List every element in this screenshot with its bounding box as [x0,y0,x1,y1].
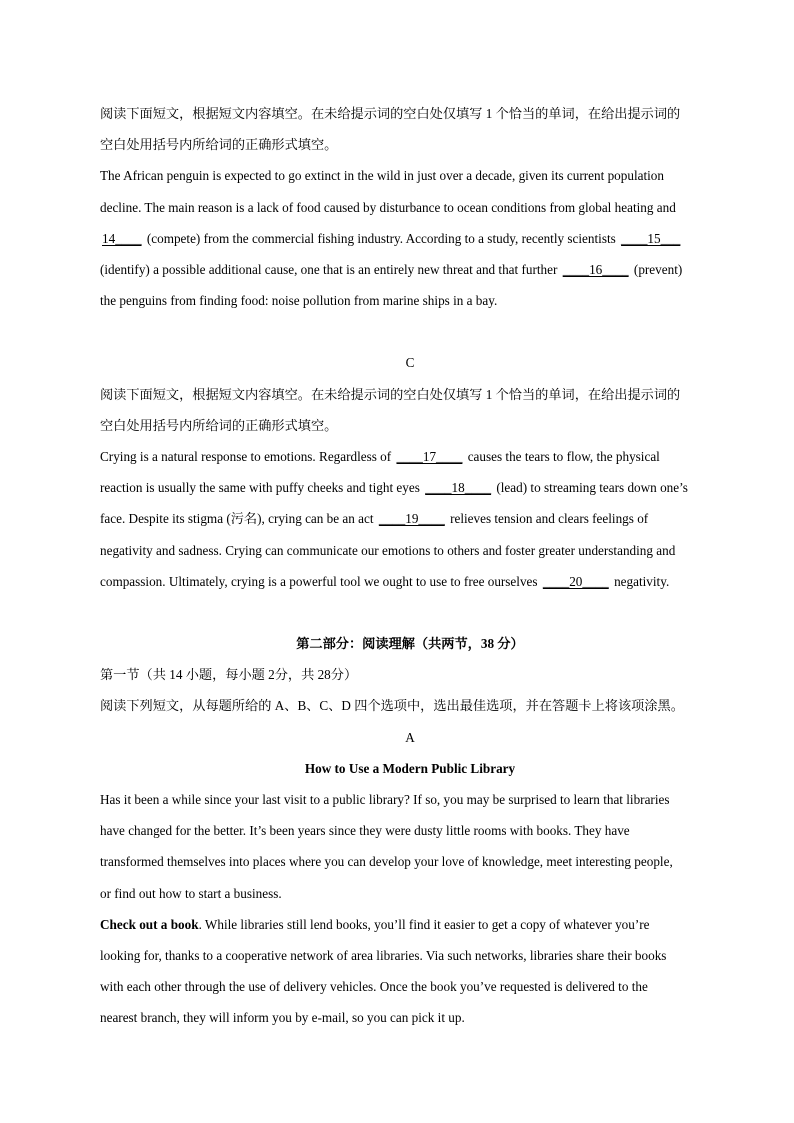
passage-c-text: Crying is a natural response to emotions. Regardless of [100,449,395,465]
instructions-line-2: 空白处用括号内所给词的正确形式填空。 [100,137,338,153]
blank-20: ____20____ [542,573,609,589]
passage-c-text: causes the tears to flow, the physical [464,449,660,465]
spacer [100,597,720,628]
passage-b-line-2: decline. The main reason is a lack of food caused by disturbance to ocean conditions from global heating and [100,199,676,215]
para2-text: . While libraries still lend books, you’ll find it easier to get a copy of whatever you’re [198,916,650,932]
passage-a-para1-line-3: transformed themselves into places where you can develop your love of knowledge, meet interesting people, [100,854,673,870]
blank-17: ____17____ [396,449,463,465]
passage-c-text: negativity. [610,573,670,589]
passage-b-line-1: The African penguin is expected to go extinct in the wild in just over a decade, given its current population [100,168,664,184]
passage-c-text: relieves tension and clears feelings of [446,511,649,527]
passage-a-letter: A [405,729,415,745]
passage-c-text: reaction is usually the same with puffy cheeks and tight eyes [100,480,424,496]
section-1-heading: 第一节（共 14 小题，每小题 2分，共 28分） [100,667,358,683]
passage-c-line-2 [100,472,720,503]
passage-c-line-1 [100,441,720,472]
passage-a-para1-line-1: Has it been a while since your last visit to a public library? If so, you may be surprised to learn that libraries [100,792,670,808]
section-c-heading: C [405,355,415,371]
instructions-line-1: 阅读下面短文，根据短文内容填空。在未给提示词的空白处仅填写 1 个恰当的单词，在给出提示词的 [100,106,681,121]
passage-b-line-4 [100,254,720,285]
passage-a-para2-line-3: with each other through the use of delivery vehicles. Once the book you’ve requested is delivered to the [100,979,648,995]
blank-19: ____19____ [378,511,445,527]
blank-15: ____15___ [621,230,681,246]
passage-b-line-3 [100,223,720,254]
passage-a-title: How to Use a Modern Public Library [304,760,516,776]
passage-b-text: (identify) a possible additional cause, one that is an entirely new threat and that further [100,262,561,278]
blank-18: ____18____ [425,480,492,496]
passage-c-line-3 [100,503,720,534]
passage-a-para1-line-2: have changed for the better. It’s been years since they were dusty little rooms with books. They have [100,823,630,839]
part-2-instructions: 阅读下列短文，从每题所给的 A、B、C、D 四个选项中，选出最佳选项，并在答题卡上将该项涂黑。 [100,698,684,714]
section-c-instructions-1: 阅读下面短文，根据短文内容填空。在未给提示词的空白处仅填写 1 个恰当的单词，在给出提示词的 [100,386,681,402]
passage-c-text: compassion. Ultimately, crying is a powerful tool we ought to use to free ourselves [100,573,541,589]
passage-b-text: (compete) from the commercial fishing industry. According to a study, recently scientists [143,230,620,246]
section-c-instructions-2: 空白处用括号内所给词的正确形式填空。 [100,417,338,433]
passage-c-text: face. Despite its stigma (污名), crying can be an act [100,511,377,527]
passage-a-para2-line-2: looking for, thanks to a cooperative network of area libraries. Via such networks, libraries share their books [100,948,667,964]
blank-16: ____16____ [562,262,629,278]
passage-b-text: (prevent) [630,262,683,278]
passage-c-line-4: negativity and sadness. Crying can communicate our emotions to others and foster greater understanding and [100,542,676,558]
passage-b-line-5: the penguins from finding food: noise pollution from marine ships in a bay. [100,293,498,309]
part-2-title: 第二部分：阅读理解（共两节，38 分） [296,636,524,652]
para2-lead: Check out a book [100,916,199,932]
exam-page [100,98,720,1034]
passage-c-line-5 [100,566,720,597]
blank-14: 14____ [102,230,142,246]
passage-a-para2-line-4: nearest branch, they will inform you by e-mail, so you can pick it up. [100,1010,465,1026]
passage-a-para1-line-4: or find out how to start a business. [100,885,282,901]
spacer [100,316,720,347]
passage-c-text: (lead) to streaming tears down one’s [493,480,688,496]
passage-a-para2-line-1 [100,909,720,940]
